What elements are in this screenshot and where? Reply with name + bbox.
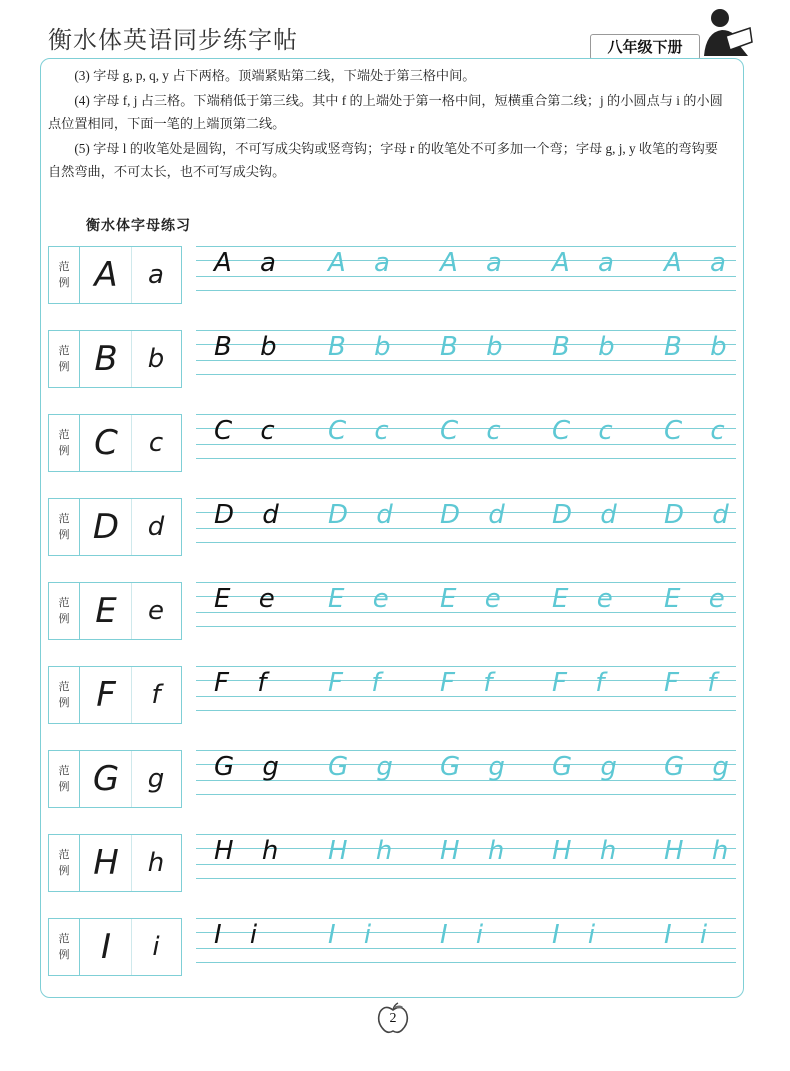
- trace-letter-pair: H h: [440, 836, 515, 866]
- trace-letter-pair: F f: [664, 668, 727, 698]
- example-lowercase: c: [148, 428, 164, 458]
- trace-letter-pair: A a: [664, 248, 736, 278]
- example-uppercase: F: [81, 667, 132, 723]
- example-label: [49, 667, 80, 723]
- guide-line: [196, 626, 736, 627]
- letter-row: [48, 834, 739, 892]
- letter-row: [48, 750, 739, 808]
- example-label-char: 范: [58, 932, 70, 945]
- example-label-char: 例: [58, 696, 70, 709]
- example-lowercase: e: [148, 596, 164, 626]
- letter-row: [48, 414, 734, 472]
- guide-line: [196, 794, 736, 795]
- trace-letter-pair: E e: [552, 584, 623, 614]
- example-label-char: 例: [58, 276, 70, 289]
- example-uppercase: A: [81, 247, 132, 303]
- example-box: [48, 582, 182, 640]
- trace-letter-pair: B b: [440, 332, 513, 362]
- guide-line: [196, 374, 736, 375]
- example-label: [49, 751, 80, 807]
- letter-row: [48, 246, 734, 304]
- example-box: [48, 834, 182, 892]
- guide-line: [196, 246, 736, 247]
- example-lowercase: g: [147, 764, 165, 794]
- trace-letter-pair: G g: [328, 752, 403, 782]
- model-letter-pair: B b: [214, 332, 287, 362]
- example-label-char: 例: [58, 612, 70, 625]
- letter-row: [48, 582, 734, 640]
- note-item: (5) 字母 l 的收笔处是圆钩，不可写成尖钩或竖弯钩；字母 r 的收笔处不可多加一个弯；字母 g, j, y 收笔的弯钩要自然弯曲，不可太长，也不可写成尖钩。: [48, 141, 718, 179]
- grade-badge: 八年级下册: [590, 34, 700, 60]
- example-label-char: 例: [58, 360, 70, 373]
- example-label: [49, 499, 80, 555]
- trace-letter-pair: I i: [328, 920, 382, 950]
- guide-line: [196, 918, 736, 919]
- writing-notes: [48, 64, 728, 185]
- trace-letter-pair: C c: [440, 416, 511, 446]
- letter-row: [48, 330, 737, 388]
- page-number: 2: [389, 1011, 397, 1026]
- example-uppercase: D: [81, 499, 132, 555]
- guide-line: [196, 330, 736, 331]
- guide-line: [196, 582, 736, 583]
- trace-letter-pair: G g: [664, 752, 739, 782]
- example-box: [48, 498, 182, 556]
- guide-line: [196, 962, 736, 963]
- trace-letter-pair: F f: [440, 668, 503, 698]
- trace-letter-pair: B b: [328, 332, 401, 362]
- example-label: [49, 835, 80, 891]
- example-label: [49, 415, 80, 471]
- trace-letter-pair: I i: [440, 920, 494, 950]
- letter-row: [48, 918, 734, 976]
- trace-letter-pair: E e: [328, 584, 399, 614]
- example-label-char: 例: [58, 864, 70, 877]
- trace-letter-pair: I i: [552, 920, 606, 950]
- note-item: (4) 字母 f, j 占三格。下端稍低于第三线。其中 f 的上端处于第一格中间，短横重合第二线；j 的小圆点与 i 的小圆点位置相同，下面一笔的上端顶第二线。: [48, 93, 723, 131]
- example-label-char: 范: [58, 764, 70, 777]
- trace-letter-pair: D d: [664, 500, 739, 530]
- trace-letter-pair: G g: [440, 752, 515, 782]
- trace-letter-pair: A a: [552, 248, 624, 278]
- trace-letter-pair: A a: [328, 248, 400, 278]
- trace-letter-pair: H h: [552, 836, 627, 866]
- guide-line: [196, 498, 736, 499]
- trace-letter-pair: D d: [552, 500, 627, 530]
- example-label-char: 范: [58, 260, 70, 273]
- example-lowercase: h: [147, 848, 165, 878]
- trace-letter-pair: E e: [664, 584, 735, 614]
- trace-letter-pair: B b: [664, 332, 737, 362]
- example-label-char: 例: [58, 528, 70, 541]
- model-letter-pair: I i: [214, 920, 268, 950]
- trace-letter-pair: B b: [552, 332, 625, 362]
- trace-letter-pair: D d: [440, 500, 515, 530]
- model-letter-pair: F f: [214, 668, 277, 698]
- trace-letter-pair: H h: [664, 836, 739, 866]
- example-lowercase: d: [147, 512, 165, 542]
- guide-line: [196, 666, 736, 667]
- example-uppercase: H: [81, 835, 132, 891]
- example-uppercase: B: [81, 331, 132, 387]
- example-lowercase: f: [151, 680, 161, 710]
- trace-letter-pair: H h: [328, 836, 403, 866]
- example-label-char: 范: [58, 680, 70, 693]
- example-uppercase: C: [81, 415, 132, 471]
- guide-line: [196, 750, 736, 751]
- guide-line: [196, 458, 736, 459]
- model-letter-pair: D d: [214, 500, 289, 530]
- example-uppercase: G: [81, 751, 132, 807]
- example-box: [48, 414, 182, 472]
- example-box: [48, 918, 182, 976]
- letter-row: [48, 498, 739, 556]
- example-uppercase: I: [81, 919, 132, 975]
- example-lowercase: i: [152, 932, 160, 962]
- example-box: [48, 330, 182, 388]
- trace-letter-pair: D d: [328, 500, 403, 530]
- guide-line: [196, 834, 736, 835]
- trace-letter-pair: C c: [328, 416, 399, 446]
- example-label: [49, 247, 80, 303]
- trace-letter-pair: E e: [440, 584, 511, 614]
- trace-letter-pair: G g: [552, 752, 627, 782]
- example-box: [48, 750, 182, 808]
- example-lowercase: a: [148, 260, 164, 290]
- guide-line: [196, 414, 736, 415]
- note-item: (3) 字母 g, p, q, y 占下两格。顶端紧贴第二线，下端处于第三格中间。: [74, 68, 476, 83]
- section-title: 衡水体字母练习: [86, 218, 191, 234]
- example-label: [49, 583, 80, 639]
- page-header-title: 衡水体英语同步练字帖: [48, 26, 298, 54]
- example-label-char: 例: [58, 948, 70, 961]
- model-letter-pair: H h: [214, 836, 289, 866]
- guide-line: [196, 290, 736, 291]
- trace-letter-pair: I i: [664, 920, 718, 950]
- model-letter-pair: C c: [214, 416, 285, 446]
- example-label: [49, 331, 80, 387]
- example-lowercase: b: [147, 344, 165, 374]
- trace-letter-pair: C c: [664, 416, 735, 446]
- model-letter-pair: G g: [214, 752, 289, 782]
- letter-row: [48, 666, 734, 724]
- example-uppercase: E: [81, 583, 132, 639]
- trace-letter-pair: A a: [440, 248, 512, 278]
- example-label-char: 例: [58, 780, 70, 793]
- trace-letter-pair: F f: [328, 668, 391, 698]
- example-label-char: 范: [58, 512, 70, 525]
- example-label-char: 例: [58, 444, 70, 457]
- example-label-char: 范: [58, 848, 70, 861]
- guide-line: [196, 542, 736, 543]
- example-box: [48, 666, 182, 724]
- reading-person-icon: [696, 6, 754, 58]
- trace-letter-pair: F f: [552, 668, 615, 698]
- trace-letter-pair: C c: [552, 416, 623, 446]
- model-letter-pair: E e: [214, 584, 285, 614]
- example-label-char: 范: [58, 344, 70, 357]
- model-letter-pair: A a: [214, 248, 286, 278]
- example-box: [48, 246, 182, 304]
- example-label: [49, 919, 80, 975]
- example-label-char: 范: [58, 596, 70, 609]
- example-label-char: 范: [58, 428, 70, 441]
- guide-line: [196, 878, 736, 879]
- guide-line: [196, 710, 736, 711]
